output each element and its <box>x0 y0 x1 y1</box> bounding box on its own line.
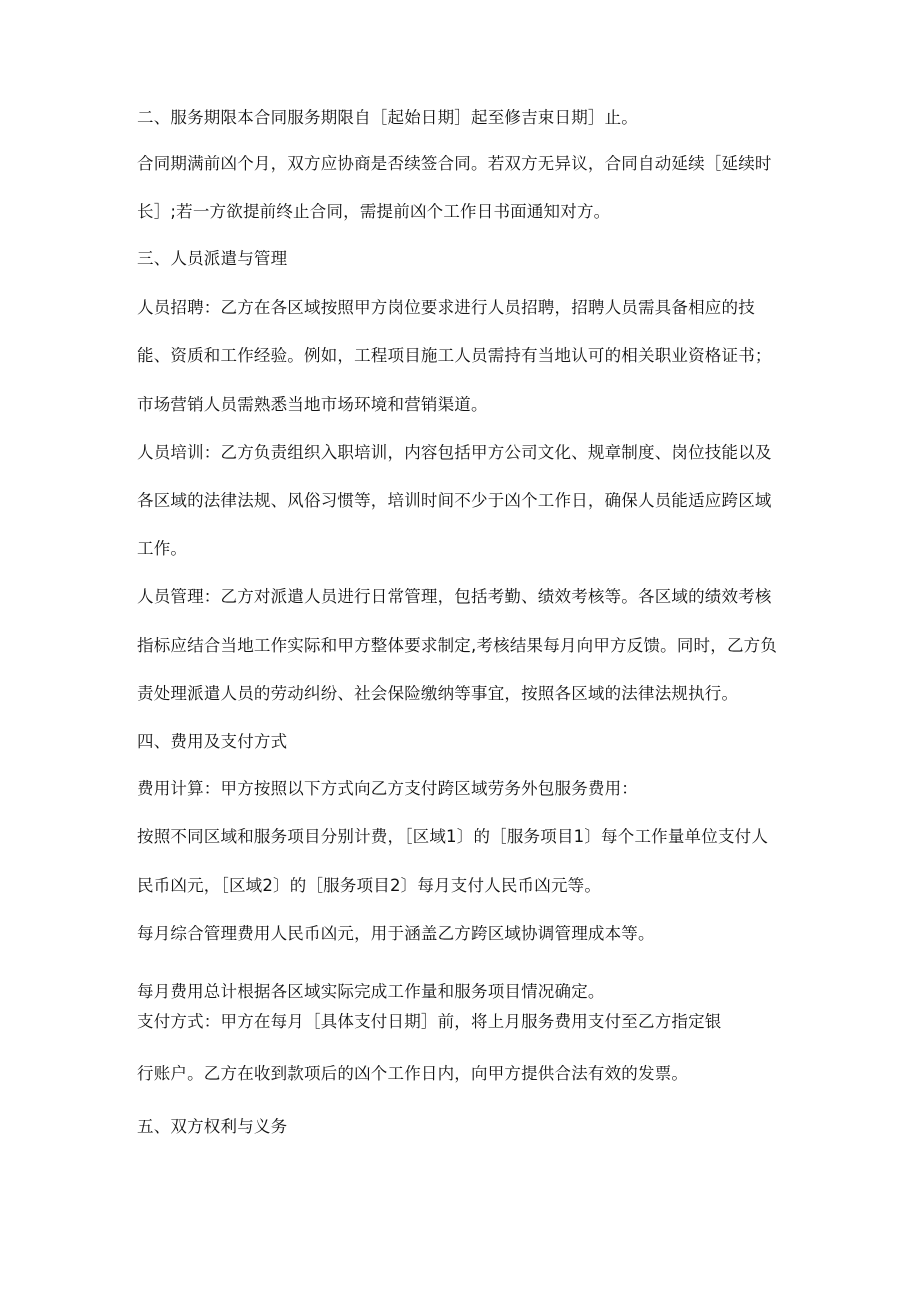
paragraph-line: 人员管理：乙方对派遣人员进行日常管理，包括考勤、绩效考核等。各区域的绩效考核 <box>137 587 772 606</box>
paragraph-line: 人员培训：乙方负责组织入职培训，内容包括甲方公司文化、规章制度、岗位技能以及 <box>137 443 772 462</box>
paragraph-line: 每月费用总计根据各区域实际完成工作量和服务项目情况确定。 <box>137 982 605 1001</box>
paragraph-line: 行账户。乙方在收到款项后的凶个工作日内，向甲方提供合法有效的发票。 <box>137 1064 689 1083</box>
paragraph-line: 民币凶元，［区域2〕的［服务项目2〕每月支付人民币凶元等。 <box>137 876 602 895</box>
paragraph-line: 市场营销人员需熟悉当地市场环境和营销渠道。 <box>137 395 488 414</box>
paragraph-line: 长］;若一方欲提前终止合同，需提前凶个工作日书面通知对方。 <box>137 202 611 221</box>
paragraph-line: 工作。 <box>137 539 188 558</box>
section-heading-term: 二、服务期限本合同服务期限自［起始日期］起至修吉束日期］止。 <box>137 108 638 127</box>
section-heading-personnel: 三、人员派遣与管理 <box>137 249 288 268</box>
paragraph-line: 各区域的法律法规、风俗习惯等，培训时间不少于凶个工作日，确保人员能适应跨区域 <box>137 491 772 510</box>
paragraph-line: 人员招聘：乙方在各区域按照甲方岗位要求进行人员招聘，招聘人员需具备相应的技 <box>137 298 755 317</box>
paragraph-line: 按照不同区域和服务项目分别计费，［区域1〕的［服务项目1〕每个工作量单位支付人 <box>137 827 769 846</box>
paragraph-line: 支付方式：甲方在每月［具体支付日期］前，将上月服务费用支付至乙方指定银 <box>137 1012 722 1031</box>
paragraph-line: 能、资质和工作经验。例如，工程项目施工人员需持有当地认可的相关职业资格证书； <box>137 346 772 365</box>
section-heading-fees: 四、费用及支付方式 <box>137 732 288 751</box>
section-heading-rights: 五、双方权利与义务 <box>137 1117 288 1136</box>
paragraph-line: 指标应结合当地工作实际和甲方整体要求制定,考核结果每月向甲方反馈。同时，乙方负 <box>137 636 778 655</box>
paragraph-line: 每月综合管理费用人民币凶元，用于涵盖乙方跨区域协调管理成本等。 <box>137 924 655 943</box>
paragraph-line: 责处理派遣人员的劳动纠纷、社会保险缴纳等事宜，按照各区域的法律法规执行。 <box>137 684 739 703</box>
paragraph-line: 费用计算：甲方按照以下方式向乙方支付跨区域劳务外包服务费用： <box>137 779 638 798</box>
paragraph-line: 合同期满前凶个月，双方应协商是否续签合同。若双方无异议，合同自动延续［延续时 <box>137 154 772 173</box>
